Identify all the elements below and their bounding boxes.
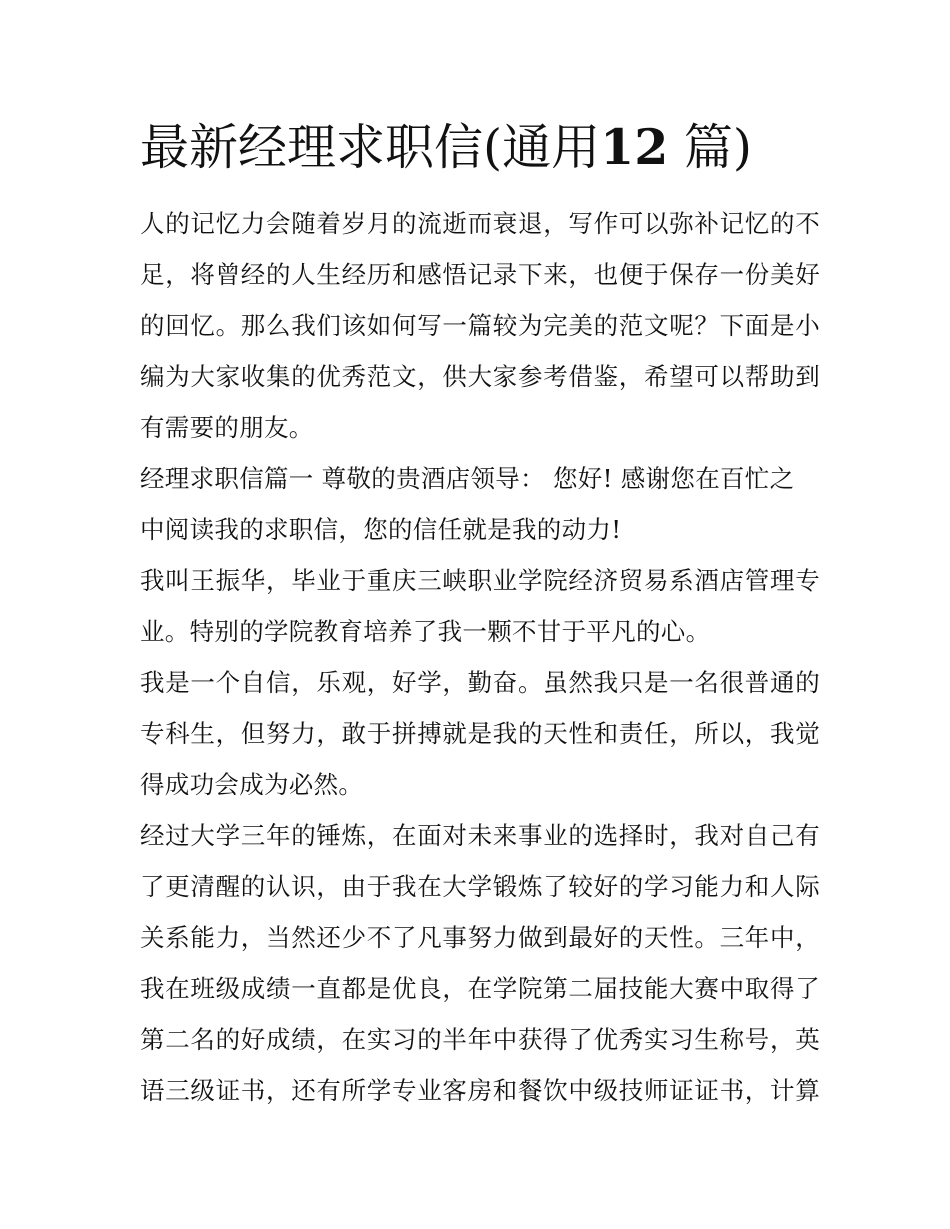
text-line: 我在班级成绩一直都是优良，在学院第二届技能大赛中取得了 bbox=[140, 974, 820, 1003]
text-line: 关系能力，当然还少不了凡事努力做到最好的天性。三年中， bbox=[140, 923, 820, 952]
title-text: 最新经理求职信(通用 bbox=[140, 119, 601, 176]
text-line: 我叫王振华，毕业于重庆三峡职业学院经济贸易系酒店管理专 bbox=[140, 566, 820, 595]
text-line: 了更清醒的认识，由于我在大学锻炼了较好的学习能力和人际 bbox=[140, 872, 820, 901]
text-line: 的回忆。那么我们该如何写一篇较为完美的范文呢？下面是小 bbox=[140, 311, 820, 340]
document-body bbox=[140, 198, 820, 1116]
text-line: 有需要的朋友。 bbox=[140, 413, 314, 442]
text-line: 语三级证书，还有所学专业客房和餐饮中级技师证证书，计算 bbox=[140, 1076, 820, 1105]
title-suffix: 篇) bbox=[683, 119, 753, 176]
text-line: 编为大家收集的优秀范文，供大家参考借鉴，希望可以帮助到 bbox=[140, 362, 820, 391]
text-line: 中阅读我的求职信，您的信任就是我的动力! bbox=[140, 515, 622, 544]
text-line: 经理求职信篇一 尊敬的贵酒店领导： 您好! 感谢您在百忙之 bbox=[140, 464, 795, 493]
document-title bbox=[140, 112, 752, 183]
text-line: 足，将曾经的人生经历和感悟记录下来，也便于保存一份美好 bbox=[140, 260, 820, 289]
text-line: 得成功会成为必然。 bbox=[140, 770, 364, 799]
title-number: 12 bbox=[600, 118, 669, 176]
text-line: 专科生，但努力，敢于拼搏就是我的天性和责任，所以，我觉 bbox=[140, 719, 820, 748]
text-line: 人的记忆力会随着岁月的流逝而衰退，写作可以弥补记忆的不 bbox=[140, 209, 820, 238]
text-line: 我是一个自信，乐观，好学，勤奋。虽然我只是一名很普通的 bbox=[140, 668, 820, 697]
text-line: 第二名的好成绩，在实习的半年中获得了优秀实习生称号，英 bbox=[140, 1025, 820, 1054]
text-line: 经过大学三年的锤炼，在面对未来事业的选择时，我对自己有 bbox=[140, 821, 820, 850]
text-line: 业。特别的学院教育培养了我一颗不甘于平凡的心。 bbox=[140, 617, 711, 646]
